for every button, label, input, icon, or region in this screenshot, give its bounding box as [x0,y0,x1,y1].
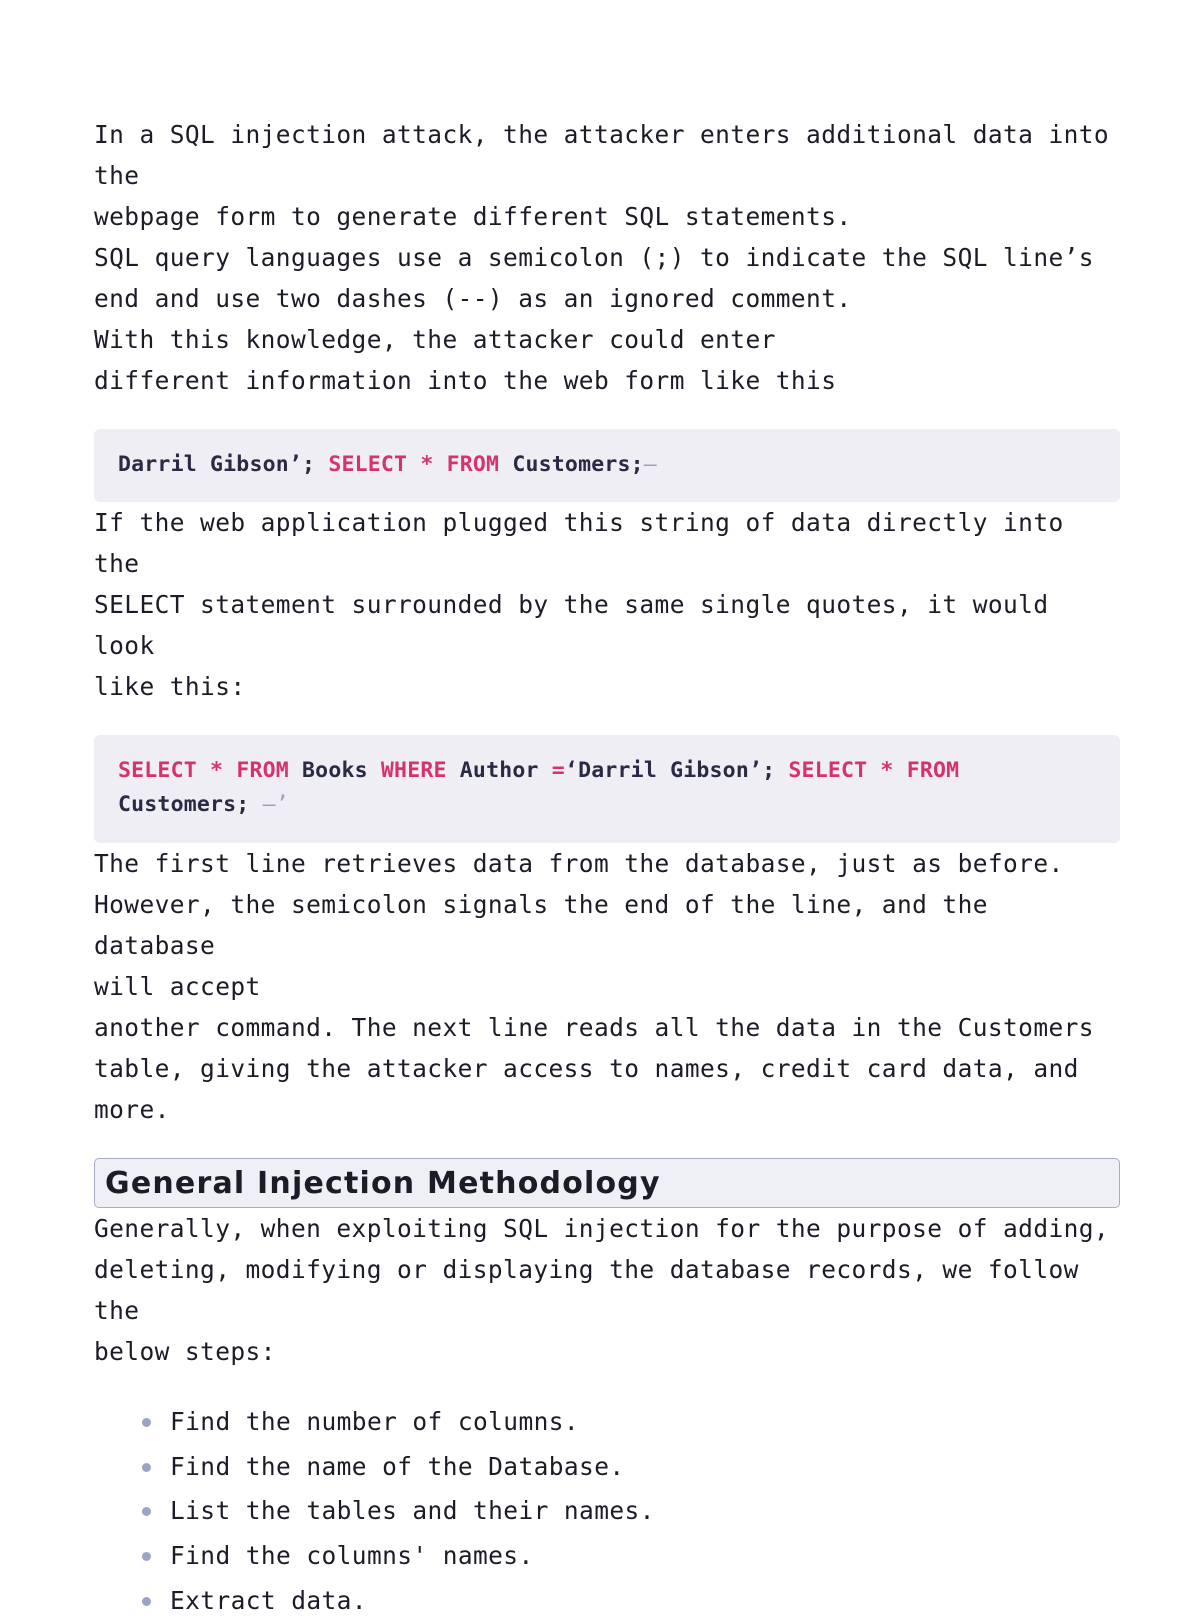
code-text: Darril Gibson’; [118,452,329,477]
bullet-icon [142,1463,151,1472]
code-keyword: FROM [236,758,289,783]
text-line: another command. The next line reads all the data in the Customers [94,1013,1094,1042]
text-line: webpage form to generate different SQL statements. [94,202,852,231]
section-heading: General Injection Methodology [94,1158,1120,1208]
text-line: deleting, modifying or displaying the database records, we follow the [94,1255,1094,1325]
code-keyword: SELECT [788,758,868,783]
code-operator: * [196,758,237,783]
code-text: Books [288,758,381,783]
list-item-text: List the tables and their names. [170,1496,655,1526]
bullet-icon [142,1507,151,1516]
code-comment: — [643,452,657,477]
list-item [140,1579,1120,1624]
list-item-text: Find the columns' names. [170,1541,534,1571]
code-operator: = [551,758,565,783]
code-comment: —’ [262,792,289,817]
list-item-text: Find the number of columns. [170,1407,580,1436]
list-item [140,1445,1120,1490]
bullet-icon [142,1552,151,1561]
code-operator: * [867,758,907,783]
text-line: SQL query languages use a semicolon (;) to indicate the SQL line’s [94,243,1094,272]
code-keyword: SELECT [118,758,197,783]
text-line: below steps: [94,1337,276,1366]
text-line: different information into the web form like this [94,366,837,395]
code-block-injection-input [94,429,1120,502]
code-text: Customers; [118,792,263,817]
text-line: end and use two dashes (--) as an ignored comment. [94,284,852,313]
text-line: like this: [94,672,246,701]
article-content [94,114,1125,1624]
steps-list [94,1400,1120,1624]
text-line: table, giving the attacker access to names, credit card data, and [94,1054,1079,1083]
code-text: Author [446,758,552,783]
bullet-icon [142,1418,151,1427]
list-item-text: Extract data. [170,1585,367,1615]
text-line: will accept [94,972,261,1001]
list-item-text: Find the name of the Database. [170,1451,625,1481]
code-text: ‘Darril Gibson’; [564,758,789,783]
text-line: If the web application plugged this string of data directly into the [94,508,1079,578]
text-line: With this knowledge, the attacker could enter [94,325,776,354]
intro-paragraph [94,114,1125,401]
code-keyword: FROM [446,452,500,477]
list-item [140,1400,1120,1445]
text-line: Generally, when exploiting SQL injection for the purpose of adding, [94,1214,1110,1243]
list-item [140,1534,1120,1579]
code-keyword: WHERE [380,758,447,783]
text-line: The first line retrieves data from the database, just as before. [94,849,1064,878]
text-line: In a SQL injection attack, the attacker enters additional data into the [94,120,1125,190]
text-line: SELECT statement surrounded by the same single quotes, it would look [94,590,1064,660]
explanation-paragraph [94,502,1120,707]
analysis-paragraph [94,843,1120,1130]
code-block-resulting-query [94,735,1120,843]
text-line: more. [94,1095,170,1124]
code-operator: * [407,452,447,477]
code-keyword: FROM [906,758,960,783]
code-keyword: SELECT [328,452,408,477]
list-item [140,1489,1120,1534]
code-text: Customers; [499,452,644,477]
text-line: However, the semicolon signals the end of the line, and the database [94,890,1004,960]
bullet-icon [142,1597,151,1606]
methodology-paragraph [94,1208,1120,1372]
